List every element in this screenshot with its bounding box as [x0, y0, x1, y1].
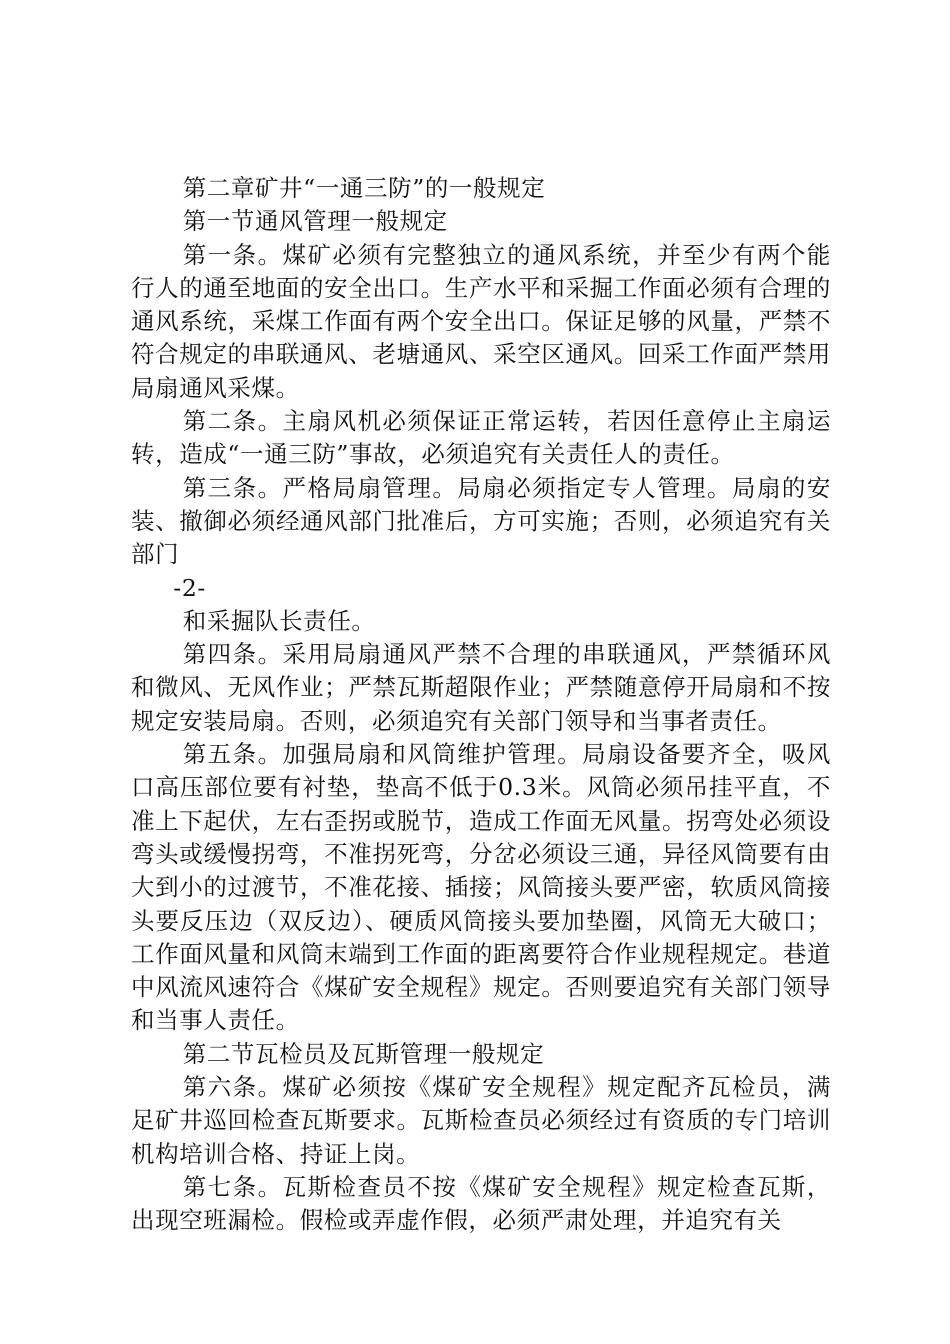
document-body [131, 172, 831, 1238]
section-title-2: 第二节瓦检员及瓦斯管理一般规定 [182, 1039, 545, 1068]
paragraph-article-2: 第二条。主扇风机必须保证正常运转，若因任意停止主扇运转，造成“一通三防”事故，必须追究有关责任人的责任。 [131, 407, 831, 469]
page-number: -2- [173, 573, 206, 602]
section-title-1: 第一节通风管理一般规定 [182, 207, 448, 236]
paragraph-article-1: 第一条。煤矿必须有完整独立的通风系统，并至少有两个能行人的通至地面的安全出口。生产水平和采掘工作面必须有合理的通风系统，采煤工作面有两个安全出口。保证足够的风量，严禁不符合规定的串联通风、老塘通风、采空区通风。回采工作面严禁用局扇通风采煤。 [131, 240, 831, 402]
paragraph-article-3: 第三条。严格局扇管理。局扇必须指定专人管理。局扇的安装、撤御必须经通风部门批准后，方可实施；否则，必须追究有关部门 [131, 473, 831, 569]
paragraph-article-4: 第四条。采用局扇通风严禁不合理的串联通风，严禁循环风和微风、无风作业；严禁瓦斯超限作业；严禁随意停开局扇和不按规定安装局扇。否则，必须追究有关部门领导和当事者责任。 [131, 640, 831, 735]
paragraph-article-7: 第七条。瓦斯检查员不按《煤矿安全规程》规定检查瓦斯，出现空班漏检。假检或弄虚作假，必须严肃处理，并追究有关 [131, 1172, 831, 1235]
chapter-title: 第二章矿井“一通三防”的一般规定 [182, 174, 546, 202]
paragraph-article-6: 第六条。煤矿必须按《煤矿安全规程》规定配齐瓦检员，满足矿井巡回检查瓦斯要求。瓦斯检查员必须经过有资质的专门培训机构培训合格、持证上岗。 [131, 1073, 831, 1168]
paragraph-article-3-continued: 和采掘队长责任。 [182, 606, 376, 635]
paragraph-article-5: 第五条。加强局扇和风筒维护管理。局扇设备要齐全，吸风口高压部位要有衬垫，垫高不低于0.3米。风筒必须吊挂平直，不准上下起伏，左右歪拐或脱节，造成工作面无风量。拐弯处必须设弯头或缓慢拐弯，不准拐死弯，分岔必须设三通，异径风筒要有由大到小的过渡节，不准花接、插接；风筒接头要严密，软质风筒接头要反压边（双反边）、硬质风筒接头要加垫圈，风筒无大破口；工作面风量和风筒末端到工作面的距离要符合作业规程规定。巷道中风流风速符合《煤矿安全规程》规定。否则要追究有关部门领导和当事人责任。 [131, 740, 831, 1035]
